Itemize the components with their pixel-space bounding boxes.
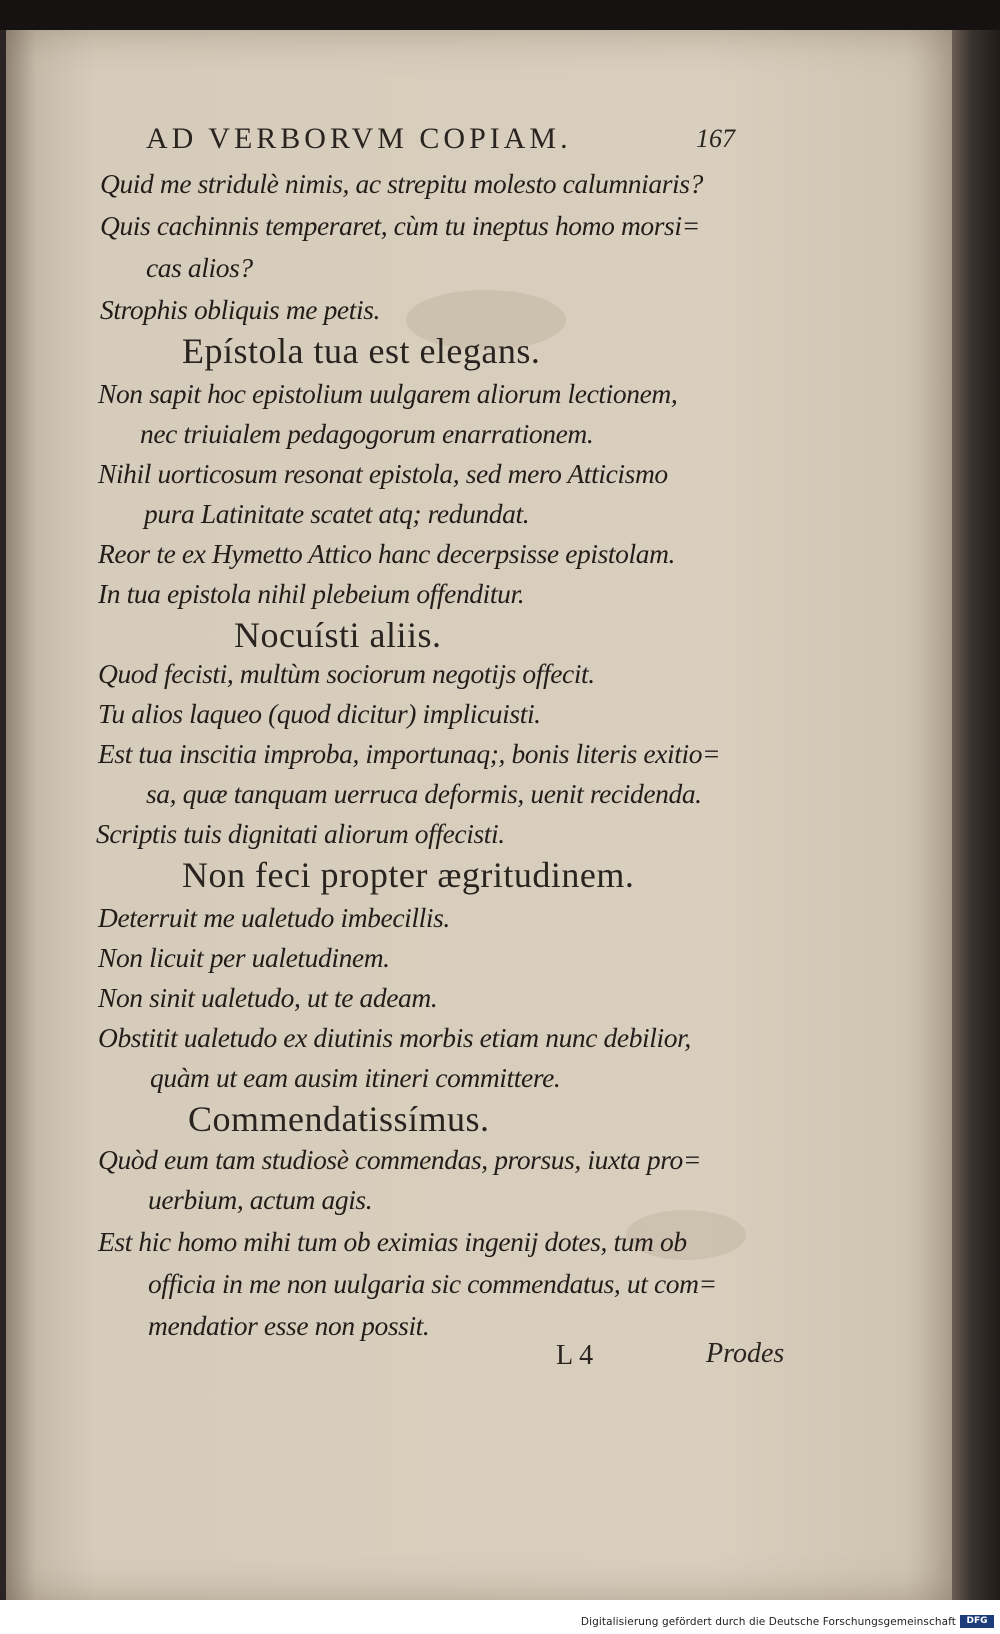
section-heading: Nocuísti aliis. xyxy=(234,615,442,655)
text-line: Est tua inscitia improba, importunaq;, bonis literis exitio= xyxy=(98,738,721,769)
book-scan xyxy=(0,30,1000,1600)
text-line: Obstitit ualetudo ex diutinis morbis etiam nunc debilior, xyxy=(98,1022,691,1053)
text-line: Quòd eum tam studiosè commendas, prorsus, iuxta pro= xyxy=(98,1144,701,1175)
page-header xyxy=(6,122,952,162)
text-line: Reor te ex Hymetto Attico hanc decerpsisse epistolam. xyxy=(98,538,676,569)
text-line: Deterruit me ualetudo imbecillis. xyxy=(98,902,450,933)
page-number: 167 xyxy=(696,124,735,153)
dfg-logo: DFG xyxy=(960,1615,994,1628)
text-line: Nihil uorticosum resonat epistola, sed mero Atticismo xyxy=(98,458,668,489)
book-page xyxy=(6,30,954,1600)
catchword: Prodes xyxy=(706,1338,785,1369)
text-line: Quod fecisti, multùm sociorum negotijs offecit. xyxy=(98,658,595,689)
text-line: quàm ut eam ausim itineri committere. xyxy=(150,1062,561,1093)
text-line: uerbium, actum agis. xyxy=(148,1184,373,1215)
signature-mark: L 4 xyxy=(556,1340,594,1371)
text-line: sa, quæ tanquam uerruca deformis, uenit recidenda. xyxy=(146,778,702,809)
section-heading: Non feci propter ægritudinem. xyxy=(182,855,635,895)
text-line: Non sapit hoc epistolium uulgarem aliorum lectionem, xyxy=(98,378,678,409)
digitization-credit: Digitalisierung gefördert durch die Deutsche Forschungsgemeinschaft xyxy=(580,1616,956,1628)
text-line: Strophis obliquis me petis. xyxy=(100,294,380,325)
text-line: officia in me non uulgaria sic commendatus, ut com= xyxy=(148,1268,717,1299)
text-line: nec triuialem pedagogorum enarrationem. xyxy=(140,418,594,449)
page-gutter xyxy=(952,30,1000,1600)
text-line: Est hic homo mihi tum ob eximias ingenij dotes, tum ob xyxy=(98,1226,687,1257)
text-line: Tu alios laqueo (quod dicitur) implicuisti. xyxy=(98,698,541,729)
text-line: Quis cachinnis temperaret, cùm tu ineptus homo morsi= xyxy=(100,210,700,241)
text-line: In tua epistola nihil plebeium offenditur. xyxy=(98,578,525,609)
text-line: mendatior esse non possit. xyxy=(148,1310,430,1341)
text-line: Non sinit ualetudo, ut te adeam. xyxy=(98,982,438,1013)
text-line: pura Latinitate scatet atq; redundat. xyxy=(144,498,530,529)
running-head: AD VERBORVM COPIAM. xyxy=(146,122,572,155)
section-heading: Commendatissímus. xyxy=(188,1099,490,1139)
text-line: Quid me stridulè nimis, ac strepitu molesto calumniaris? xyxy=(100,168,703,199)
text-line: cas alios? xyxy=(146,252,253,283)
text-line: Scriptis tuis dignitati aliorum offecisti. xyxy=(96,818,505,849)
text-line: Non licuit per ualetudinem. xyxy=(98,942,390,973)
section-heading: Epístola tua est elegans. xyxy=(182,331,541,371)
